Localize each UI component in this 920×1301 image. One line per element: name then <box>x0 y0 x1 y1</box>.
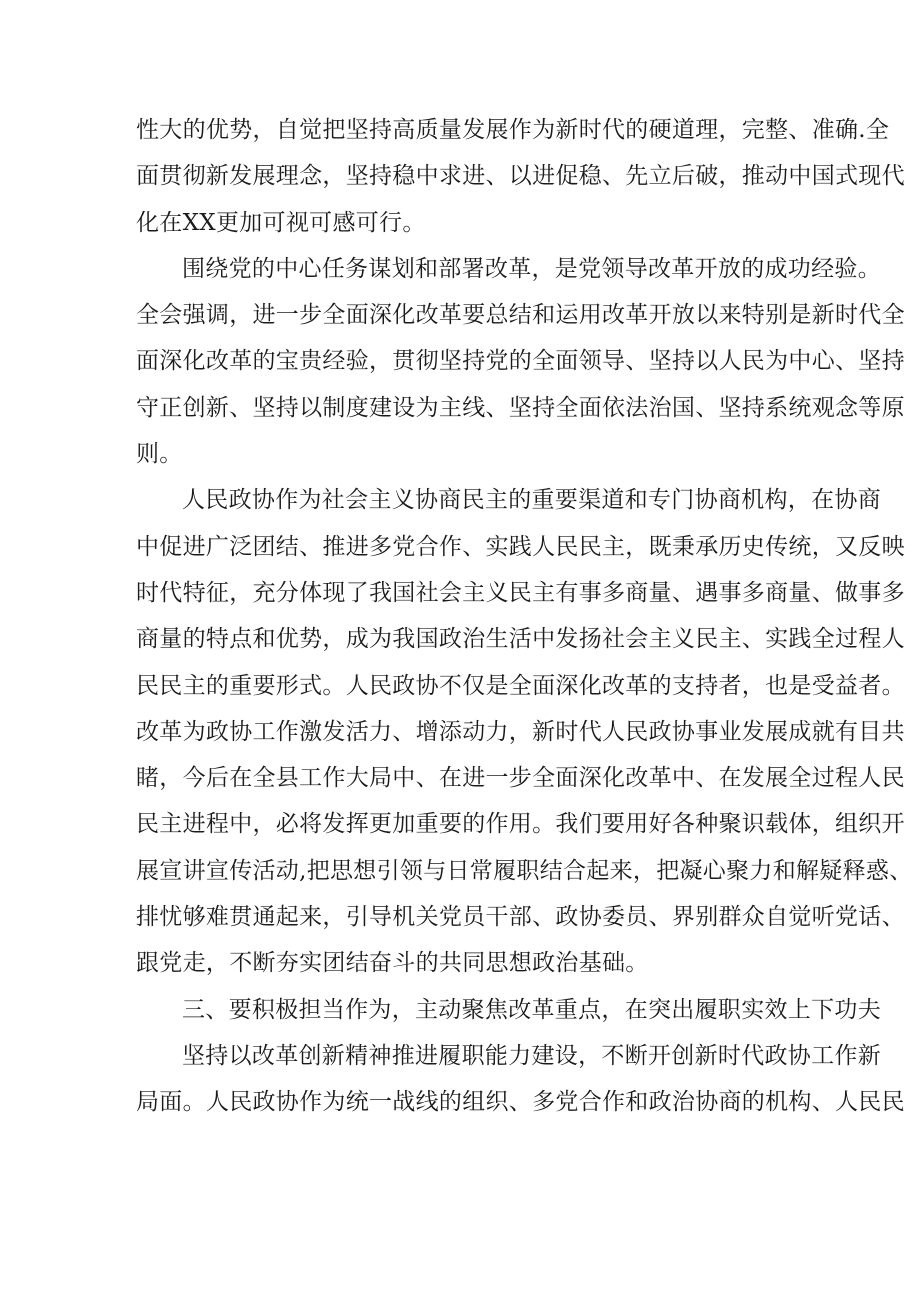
text-line: 展宣讲宣传活动,把思想引领与日常履职结合起来，把凝心聚力和解疑释惑、 <box>136 857 913 884</box>
text-line: 守正创新、坚持以制度建设为主线、坚持全面依法治国、坚持系统观念等原 <box>136 394 905 421</box>
text-line: 民主进程中，必将发挥更加重要的作用。我们要用好各种聚识载体，组织开 <box>136 811 905 838</box>
text-line: 性大的优势，自觉把坚持高质量发展作为新时代的硬道理，完整、准确.全 <box>136 117 890 143</box>
text-line: 则。 <box>136 441 183 468</box>
text-line: 排忧够难贯通起来，引导机关党员干部、政协委员、界别群众自觉听党话、 <box>136 904 905 931</box>
text-line: 跟党走，不断夯实团结奋斗的共同思想政治基础。 <box>136 950 649 977</box>
paragraph-first-line: 坚持以改革创新精神推进履职能力建设，不断开创新时代政协工作新 <box>182 1042 881 1069</box>
text-line: 面深化改革的宝贵经验，贯彻坚持党的全面领导、坚持以人民为中心、坚持 <box>136 348 905 375</box>
document-body <box>136 113 913 1132</box>
text-line: 睹，今后在全县工作大局中、在进一步全面深化改革中、在发展全过程人民 <box>136 765 905 792</box>
text-line: 商量的特点和优势，成为我国政治生活中发扬社会主义民主、实践全过程人 <box>136 626 905 653</box>
text-line: 全会强调，进一步全面深化改革要总结和运用改革开放以来特别是新时代全 <box>136 302 905 329</box>
text-line: 中促进广泛团结、推进多党合作、实践人民民主，既秉承历史传统，又反映 <box>136 533 905 560</box>
text-line: 民民主的重要形式。人民政协不仅是全面深化改革的支持者，也是受益者。 <box>136 672 905 699</box>
paragraph-first-line: 人民政协作为社会主义协商民主的重要渠道和专门协商机构，在协商 <box>182 487 881 514</box>
text-line: 局面。人民政协作为统一战线的组织、多党合作和政治协商的机构、人民民 <box>136 1089 905 1116</box>
text-line: 时代特征，充分体现了我国社会主义民主有事多商量、遇事多商量、做事多 <box>136 579 905 606</box>
text-line: 面贯彻新发展理念，坚持稳中求进、以进促稳、先立后破，推动中国式现代 <box>136 163 905 190</box>
text-line: 改革为政协工作激发活力、增添动力，新时代人民政协事业发展成就有目共 <box>136 718 905 745</box>
paragraph-first-line: 围绕党的中心任务谋划和部署改革，是党领导改革开放的成功经验。 <box>182 255 881 282</box>
section-heading: 三、要积极担当作为，主动聚焦改革重点，在突出履职实效上下功夫 <box>182 996 881 1023</box>
text-line: 化在XX更加可视可感可行。 <box>136 209 426 236</box>
